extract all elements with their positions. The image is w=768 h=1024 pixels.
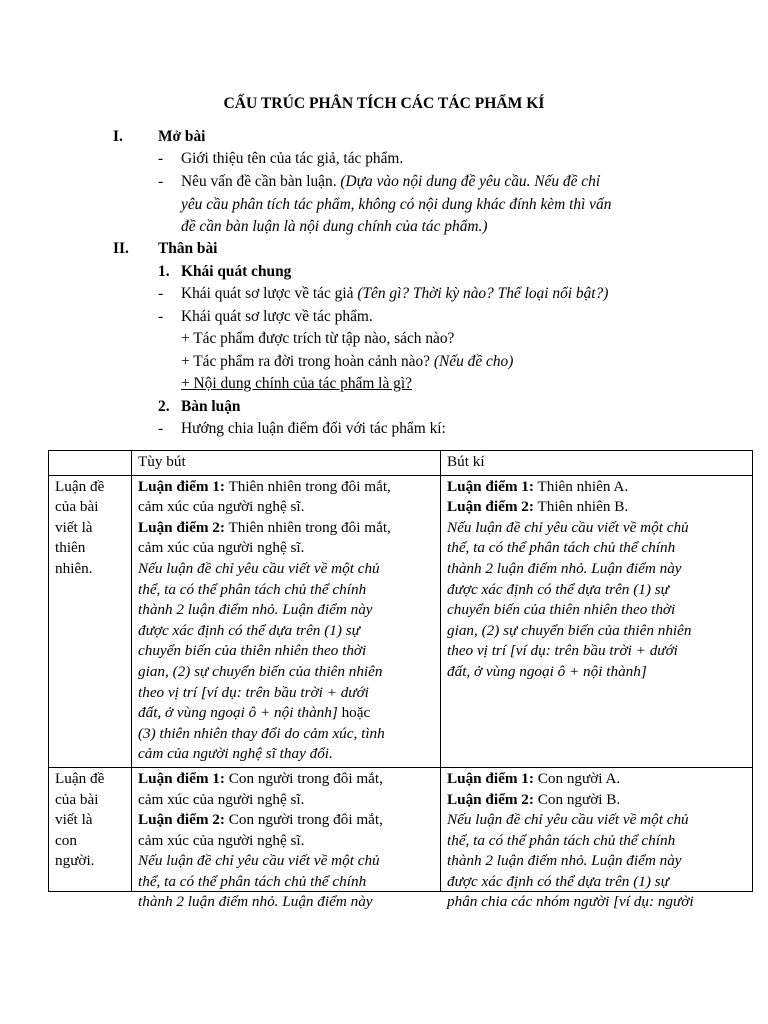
note-line: Nếu luận đề chỉ yêu cầu viết về một chủ	[447, 811, 689, 829]
cell-clip	[138, 769, 436, 911]
argument-1-cont: cảm xúc của người nghệ sĩ.	[138, 790, 305, 808]
argument-1: Luận điểm 1: Thiên nhiên trong đôi mắt,	[138, 477, 391, 495]
section-1-heading: Mở bài	[158, 128, 206, 145]
dash: -	[158, 285, 164, 302]
tuy-but-cell	[132, 475, 441, 767]
note-line: thành 2 luận điểm nhỏ. Luận điểm này	[447, 559, 682, 577]
note-line: thể, ta có thể phân tách chủ thể chính	[447, 539, 676, 557]
label-line: của bài	[55, 498, 99, 516]
section-2-heading: Thân bài	[158, 240, 218, 257]
argument-2-cont: cảm xúc của người nghệ sĩ.	[138, 539, 305, 557]
label-line: viết là	[55, 518, 93, 536]
argument-2: Luận điểm 2: Thiên nhiên trong đôi mắt,	[138, 518, 391, 536]
note-line: đất, ở vùng ngoại ô + nội thành] hoặc	[138, 704, 371, 722]
note-line: theo vị trí [ví dụ: trên bầu trời + dưới	[138, 683, 369, 701]
subsection-2-heading: Bàn luận	[181, 398, 241, 415]
overview-author: Khái quát sơ lược về tác giả (Tên gì? Thời kỳ nào? Thể loại nổi bật?)	[181, 285, 609, 302]
note-line: được xác định có thể dựa trên (1) sự	[138, 621, 360, 639]
dash: -	[158, 150, 164, 167]
table-row	[49, 475, 753, 767]
overview-work-point-1: + Tác phẩm được trích từ tập nào, sách nào?	[181, 330, 455, 347]
section-2-numeral: II.	[113, 240, 129, 257]
label-line: của bài	[55, 790, 99, 808]
discussion-direction: Hướng chia luận điểm đối với tác phẩm kí:	[181, 420, 446, 437]
table-row	[49, 767, 753, 891]
note-line: (3) thiên nhiên thay đổi do cảm xúc, tình	[138, 724, 385, 742]
overview-work: Khái quát sơ lược về tác phẩm.	[181, 308, 373, 325]
note-line: thành 2 luận điểm nhỏ. Luận điểm này	[138, 601, 373, 619]
argument-2: Luận điểm 2: Con người trong đôi mắt,	[138, 811, 383, 829]
argument-1-cont: cảm xúc của người nghệ sĩ.	[138, 498, 305, 516]
label-line: thiên	[55, 539, 86, 557]
label-line: Luận đề	[55, 477, 105, 495]
section-1-numeral: I.	[113, 128, 123, 145]
dash: -	[158, 420, 164, 437]
note-line: Nếu luận đề chỉ yêu cầu viết về một chủ	[447, 518, 689, 536]
note-line: Nếu luận đề chỉ yêu cầu viết về một chủ	[138, 852, 380, 870]
but-ki-cell	[441, 767, 753, 911]
note-line: chuyển biến của thiên nhiên theo thời	[447, 601, 676, 619]
label-line: viết là	[55, 811, 93, 829]
label-line: nhiên.	[55, 559, 93, 577]
note-line: theo vị trí [ví dụ: trên bầu trời + dưới	[447, 642, 678, 660]
intro-bullet-2-note: đề cần bàn luận là nội dung chính của tác phẩm.)	[181, 218, 488, 235]
note-line: thành 2 luận điểm nhỏ. Luận điểm này	[447, 852, 682, 870]
subsection-2-number: 2.	[158, 398, 170, 415]
header-empty-cell	[49, 451, 132, 476]
intro-bullet-1: Giới thiệu tên của tác giả, tác phẩm.	[181, 150, 404, 167]
overview-work-point-2: + Tác phẩm ra đời trong hoàn cảnh nào? (Nếu đề cho)	[181, 353, 514, 370]
argument-1: Luận điểm 1: Thiên nhiên A.	[447, 477, 629, 495]
note-line: gian, (2) sự chuyển biến của thiên nhiên	[138, 662, 383, 680]
note-line: thể, ta có thể phân tách chủ thể chính	[138, 872, 367, 890]
note-line: Nếu luận đề chỉ yêu cầu viết về một chủ	[138, 559, 380, 577]
row-label	[49, 475, 132, 767]
argument-2-cont: cảm xúc của người nghệ sĩ.	[138, 831, 305, 849]
tuy-but-cell	[132, 767, 441, 911]
note-line: đất, ở vùng ngoại ô + nội thành]	[447, 662, 647, 680]
but-ki-cell	[441, 475, 753, 767]
intro-bullet-2: Nêu vấn đề cần bàn luận. (Dựa vào nội dung đề yêu cầu. Nếu đề chỉ	[181, 173, 601, 190]
subsection-1-number: 1.	[158, 263, 170, 280]
comparison-table	[48, 450, 753, 911]
note-line: chuyển biến của thiên nhiên theo thời	[138, 642, 367, 660]
note-line: được xác định có thể dựa trên (1) sự	[447, 872, 669, 890]
note-line: gian, (2) sự chuyển biến của thiên nhiên	[447, 621, 692, 639]
intro-bullet-2-note: yêu cầu phân tích tác phẩm, không có nội dung khác đính kèm thì vấn	[181, 196, 612, 213]
note-line: thể, ta có thể phân tách chủ thể chính	[138, 580, 367, 598]
dash: -	[158, 173, 164, 190]
note-line: thành 2 luận điểm nhỏ. Luận điểm này	[138, 893, 373, 911]
header-tuy-but: Tùy bút	[132, 451, 441, 476]
document-title: CẤU TRÚC PHÂN TÍCH CÁC TÁC PHẨM KÍ	[223, 95, 545, 112]
label-line: con	[55, 831, 77, 849]
note-line: cảm của người nghệ sĩ thay đổi.	[138, 745, 333, 763]
dash: -	[158, 308, 164, 325]
row-label	[49, 767, 132, 891]
argument-2: Luận điểm 2: Thiên nhiên B.	[447, 498, 629, 516]
table-header-row	[49, 451, 753, 476]
header-but-ki: Bút kí	[441, 451, 753, 476]
subsection-1-heading: Khái quát chung	[181, 263, 292, 280]
cell-clip	[55, 769, 127, 889]
note-line: thể, ta có thể phân tách chủ thể chính	[447, 831, 676, 849]
argument-1: Luận điểm 1: Con người A.	[447, 769, 621, 787]
note-line: được xác định có thể dựa trên (1) sự	[447, 580, 669, 598]
label-line: Luận đề	[55, 769, 105, 787]
note-line: phân chia các nhóm người [ví dụ: người	[447, 893, 694, 911]
argument-1: Luận điểm 1: Con người trong đôi mắt,	[138, 769, 383, 787]
label-line: người.	[55, 852, 95, 870]
argument-2: Luận điểm 2: Con người B.	[447, 790, 621, 808]
cell-clip	[447, 769, 748, 911]
overview-work-point-3: + Nội dung chính của tác phẩm là gì?	[181, 375, 412, 392]
